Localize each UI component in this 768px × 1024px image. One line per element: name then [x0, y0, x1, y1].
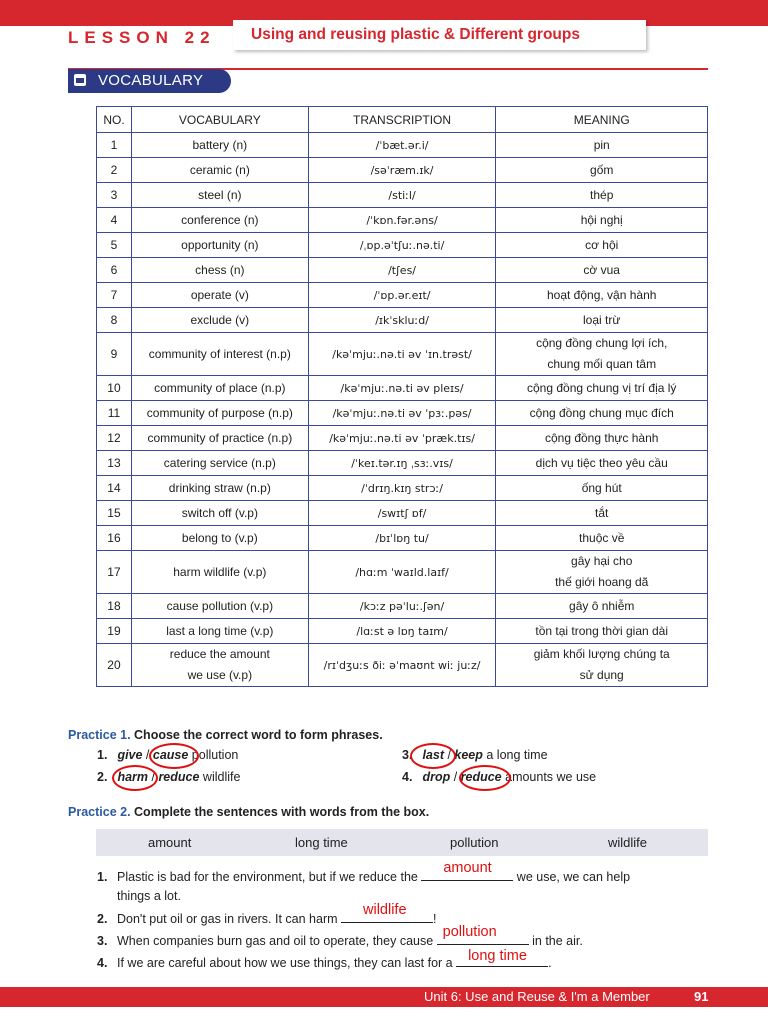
cell-vocabulary-line: exclude (v) [190, 312, 250, 327]
cell-meaning [496, 258, 708, 283]
cell-vocabulary [131, 233, 308, 258]
lesson-title-tab [233, 20, 646, 50]
table-row [97, 594, 708, 619]
cell-vocabulary [131, 619, 308, 644]
cell-vocabulary-line: community of purpose (n.p) [146, 405, 293, 420]
cell-vocabulary-line: cause pollution (v.p) [166, 598, 274, 613]
cell-no: 17 [97, 551, 132, 594]
practice1-label: Practice 1. [68, 728, 131, 742]
cell-vocabulary-line: belong to (v.p) [181, 530, 258, 545]
cell-transcription: /lɑːst ə lɒŋ taɪm/ [308, 619, 496, 644]
cell-meaning-line: cộng đồng chung vị trí địa lý [526, 380, 677, 395]
cell-meaning [496, 158, 708, 183]
cell-vocabulary-line: community of practice (n.p) [147, 430, 293, 445]
cell-no: 6 [97, 258, 132, 283]
cell-meaning-line: cờ vua [583, 262, 620, 277]
cell-vocabulary-line: community of place (n.p) [154, 380, 286, 395]
sentence: 1. Plastic is bad for the environment, but if we reduce the amount we use, we can help [97, 860, 631, 884]
cell-meaning [496, 183, 708, 208]
cell-meaning-line: cơ hội [585, 237, 619, 252]
cell-meaning-line: gây hại cho [571, 554, 633, 568]
cell-meaning [496, 451, 708, 476]
cell-meaning [496, 594, 708, 619]
word-box [96, 829, 708, 856]
cell-vocabulary-line: catering service (n.p) [163, 455, 276, 470]
cell-meaning [496, 644, 708, 687]
cell-meaning-line: ống hút [581, 480, 622, 495]
cell-no: 18 [97, 594, 132, 619]
page-number: 91 [694, 989, 709, 1004]
cell-meaning-line: giảm khối lượng chúng ta [533, 647, 670, 661]
cell-no: 10 [97, 376, 132, 401]
word-box-item: pollution [450, 835, 499, 850]
cell-meaning-line: tắt [595, 505, 609, 520]
cell-vocabulary [131, 283, 308, 308]
cell-vocabulary-line: drinking straw (n.p) [168, 480, 271, 495]
cell-transcription: /hɑːm ˈwaɪld.laɪf/ [308, 551, 496, 594]
practice2-heading [68, 805, 429, 819]
cell-meaning-line: dịch vụ tiệc theo yêu cầu [535, 455, 668, 470]
cell-vocabulary-line: chess (n) [195, 262, 245, 277]
table-row [97, 526, 708, 551]
practice1-item: 2. harm / reduce wildlife [97, 770, 241, 784]
cell-transcription: /ˈdrɪŋ.kɪŋ strɔː/ [308, 476, 496, 501]
answer-blank[interactable] [437, 924, 529, 945]
cell-meaning [496, 551, 708, 594]
cell-no: 19 [97, 619, 132, 644]
cell-vocabulary-line: conference (n) [181, 212, 259, 227]
cell-transcription: /kəˈmjuː.nə.ti əv ˈɪn.trəst/ [308, 333, 496, 376]
cell-no: 12 [97, 426, 132, 451]
vocabulary-table [96, 106, 708, 687]
cell-vocabulary-line: community of interest (n.p) [148, 346, 291, 361]
header-vocabulary: VOCABULARY [131, 107, 308, 133]
cell-meaning-line: cộng đồng chung mục đích [529, 405, 674, 420]
cell-transcription: /rɪˈdʒuːs ðiː əˈmaʊnt wiː juːz/ [308, 644, 496, 687]
footer-unit-title: Unit 6: Use and Reuse & I'm a Member [424, 989, 650, 1004]
cell-transcription: /ˈkeɪ.tər.ɪŋ ˌsɜː.vɪs/ [308, 451, 496, 476]
option-b[interactable]: reduce [158, 770, 200, 784]
sentence: 3. When companies burn gas and oil to operate, they cause pollution in the air. [97, 924, 583, 948]
cell-vocabulary [131, 476, 308, 501]
table-row [97, 376, 708, 401]
cell-no: 9 [97, 333, 132, 376]
lesson-number: LESSON 22 [68, 28, 216, 47]
cell-vocabulary-line: opportunity (n) [181, 237, 259, 252]
cell-vocabulary-line: ceramic (n) [189, 162, 250, 177]
cell-vocabulary [131, 644, 308, 687]
practice1-item: 3. last / keep a long time [402, 748, 548, 762]
table-row [97, 426, 708, 451]
cell-meaning [496, 619, 708, 644]
table-row [97, 258, 708, 283]
practice1-item: 1. give / cause pollution [97, 748, 239, 762]
cell-meaning [496, 376, 708, 401]
cell-transcription: /ˌɒp.əˈtʃuː.nə.ti/ [308, 233, 496, 258]
cell-meaning-line: chung mối quan tâm [547, 357, 657, 371]
cell-no: 11 [97, 401, 132, 426]
cell-transcription: /kəˈmjuː.nə.ti əv ˈpɜː.pəs/ [308, 401, 496, 426]
cell-meaning [496, 426, 708, 451]
cell-no: 15 [97, 501, 132, 526]
table-row [97, 208, 708, 233]
sentence: 2. Don't put oil or gas in rivers. It can harm wildlife ! [97, 902, 437, 926]
cell-no: 20 [97, 644, 132, 687]
table-row [97, 158, 708, 183]
cell-no: 4 [97, 208, 132, 233]
answer-circle [459, 765, 511, 791]
table-row [97, 476, 708, 501]
header-no: NO. [97, 107, 132, 133]
practice2-label: Practice 2. [68, 805, 131, 819]
word-box-item: wildlife [608, 835, 648, 850]
cell-meaning [496, 308, 708, 333]
answer-circle [410, 743, 456, 769]
cell-meaning-line: thế giới hoang dã [555, 575, 649, 589]
footer-bar [0, 987, 768, 1007]
handwritten-answer: long time [468, 948, 527, 964]
option-a[interactable]: harm [117, 770, 149, 784]
vocabulary-section-tag [68, 69, 231, 93]
cell-vocabulary [131, 526, 308, 551]
header-meaning: MEANING [496, 107, 708, 133]
cell-meaning [496, 208, 708, 233]
cell-transcription: /swɪtʃ ɒf/ [308, 501, 496, 526]
cell-transcription: /stiːl/ [308, 183, 496, 208]
cell-no: 13 [97, 451, 132, 476]
cell-meaning-line: sử dụng [579, 668, 624, 682]
cell-no: 2 [97, 158, 132, 183]
practice1-instruction: Choose the correct word to form phrases. [134, 728, 383, 742]
cell-vocabulary-line: battery (n) [192, 137, 248, 152]
table-row [97, 501, 708, 526]
answer-blank[interactable] [341, 902, 433, 923]
cell-vocabulary [131, 501, 308, 526]
cell-vocabulary-line: harm wildlife (v.p) [173, 564, 267, 579]
cell-vocabulary-line: steel (n) [198, 187, 242, 202]
handwritten-answer: amount [443, 860, 492, 876]
answer-blank[interactable] [456, 948, 548, 967]
cell-transcription: /kəˈmjuː.nə.ti əv pleɪs/ [308, 376, 496, 401]
cell-transcription: /bɪˈlɒŋ tu/ [308, 526, 496, 551]
table-row [97, 451, 708, 476]
cell-meaning-line: pin [593, 137, 610, 152]
handwritten-answer: pollution [442, 924, 497, 940]
table-row [97, 401, 708, 426]
cell-meaning [496, 233, 708, 258]
cell-transcription: /ɪkˈskluːd/ [308, 308, 496, 333]
option-a[interactable]: give [117, 748, 143, 762]
table-row [97, 133, 708, 158]
cell-meaning-line: gây ô nhiễm [569, 598, 635, 613]
answer-blank[interactable] [421, 860, 513, 881]
cell-no: 1 [97, 133, 132, 158]
word-box-item: long time [295, 835, 348, 850]
cell-vocabulary [131, 594, 308, 619]
cell-transcription: /kɔːz pəˈluː.ʃən/ [308, 594, 496, 619]
cell-vocabulary [131, 183, 308, 208]
cell-meaning-line: hội nghị [580, 212, 623, 227]
cell-no: 8 [97, 308, 132, 333]
vocabulary-section-label: VOCABULARY [98, 72, 204, 89]
word-box-item: amount [148, 835, 192, 850]
cell-meaning [496, 501, 708, 526]
cell-no: 14 [97, 476, 132, 501]
table-row [97, 644, 708, 687]
cell-vocabulary [131, 401, 308, 426]
cell-vocabulary [131, 158, 308, 183]
cell-meaning-line: cộng đồng chung lợi ích, [536, 336, 668, 350]
table-row [97, 619, 708, 644]
cell-meaning-line: cộng đồng thực hành [544, 430, 659, 445]
cell-meaning [496, 476, 708, 501]
calendar-icon [74, 74, 86, 86]
option-b[interactable]: cause [152, 748, 189, 762]
table-row [97, 283, 708, 308]
cell-vocabulary-line: reduce the amount [169, 647, 270, 661]
cell-meaning-line: loại trừ [583, 312, 621, 327]
practice2-instruction: Complete the sentences with words from the box. [134, 805, 430, 819]
header-transcription: TRANSCRIPTION [308, 107, 496, 133]
cell-vocabulary [131, 258, 308, 283]
cell-vocabulary [131, 376, 308, 401]
cell-vocabulary-line: we use (v.p) [187, 668, 253, 682]
lesson-title: Using and reusing plastic & Different groups [251, 26, 580, 43]
cell-vocabulary [131, 451, 308, 476]
cell-meaning [496, 526, 708, 551]
cell-no: 7 [97, 283, 132, 308]
practice1-item: 4. drop / reduce amounts we use [402, 770, 597, 784]
cell-meaning-line: thép [590, 187, 614, 202]
answer-circle [149, 743, 199, 769]
cell-meaning-line: hoạt động, vận hành [546, 287, 657, 302]
cell-meaning [496, 133, 708, 158]
cell-meaning-line: thuộc về [579, 530, 625, 545]
cell-vocabulary [131, 551, 308, 594]
sentence: 4. If we are careful about how we use things, they can last for a long time . [97, 948, 552, 970]
cell-vocabulary [131, 308, 308, 333]
table-row [97, 333, 708, 376]
cell-meaning [496, 333, 708, 376]
sentence-continuation: things a lot. [117, 889, 181, 903]
table-header-row [97, 107, 708, 133]
cell-meaning-line: tồn tại trong thời gian dài [535, 623, 669, 638]
table-row [97, 551, 708, 594]
cell-vocabulary [131, 426, 308, 451]
cell-vocabulary-line: operate (v) [190, 287, 249, 302]
cell-vocabulary [131, 133, 308, 158]
table-row [97, 308, 708, 333]
cell-vocabulary-line: switch off (v.p) [181, 505, 258, 520]
table-row [97, 183, 708, 208]
cell-transcription: /tʃes/ [308, 258, 496, 283]
option-b[interactable]: keep [454, 748, 483, 762]
option-b[interactable]: reduce [460, 770, 502, 784]
table-row [97, 233, 708, 258]
option-a[interactable]: drop [422, 770, 451, 784]
practice1-heading [68, 728, 383, 742]
cell-meaning-line: gốm [590, 162, 614, 177]
cell-meaning [496, 283, 708, 308]
answer-circle [112, 765, 158, 791]
cell-transcription: /ˈbæt.ər.i/ [308, 133, 496, 158]
cell-transcription: /kəˈmjuː.nə.ti əv ˈpræk.tɪs/ [308, 426, 496, 451]
cell-transcription: /ˈɒp.ər.eɪt/ [308, 283, 496, 308]
cell-vocabulary-line: last a long time (v.p) [166, 623, 274, 638]
cell-vocabulary [131, 333, 308, 376]
cell-transcription: /səˈræm.ɪk/ [308, 158, 496, 183]
cell-vocabulary [131, 208, 308, 233]
cell-no: 5 [97, 233, 132, 258]
handwritten-answer: wildlife [363, 902, 407, 918]
cell-no: 3 [97, 183, 132, 208]
cell-no: 16 [97, 526, 132, 551]
option-a[interactable]: last [422, 748, 444, 762]
cell-meaning [496, 401, 708, 426]
cell-transcription: /ˈkɒn.fər.əns/ [308, 208, 496, 233]
